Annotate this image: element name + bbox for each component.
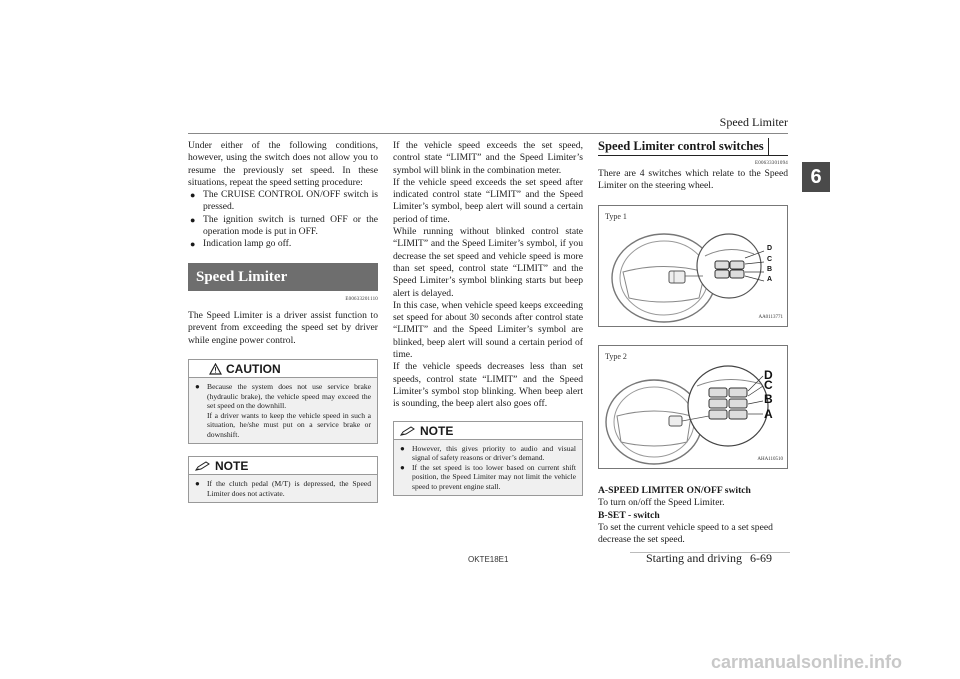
callout-letter-d: D <box>767 245 773 252</box>
switch-a-title: A-SPEED LIMITER ON/OFF switch <box>598 485 751 496</box>
bullet-item: ● The ignition switch is turned OFF or the operation mode is put in OFF. <box>190 213 378 238</box>
caution-text-2: If a driver wants to keep the vehicle speed in such a situation, he/she must put on a service brake or downshift. <box>207 410 371 439</box>
caution-text: Because the system does not use service brake (hydraulic brake), the vehicle speed may exceed the set speed on the downhill. <box>207 382 371 411</box>
callout-letter-a: A <box>767 276 773 283</box>
section-paragraph: The Speed Limiter is a driver assist function to prevent from exceeding the speed set by driver while engine power control. <box>188 309 378 346</box>
callout-letter-c: C <box>767 256 773 263</box>
steering-switch-figure-type-1 <box>598 205 788 327</box>
bullet-icon: ● <box>400 462 405 472</box>
steering-wheel-icon <box>599 346 787 468</box>
note-title: NOTE <box>420 423 454 438</box>
document-code: OKTE18E1 <box>468 555 509 564</box>
callout-letter-d: D <box>764 368 773 382</box>
note-text: If the clutch pedal (M/T) is depressed, the Speed Limiter does not activate. <box>207 479 371 498</box>
note-text: If the set speed is too lower based on current shift position, the Speed Limiter may not limit the vehicle speed to prevent engine stall. <box>412 462 576 491</box>
warning-icon <box>209 363 222 375</box>
note-header <box>189 457 377 475</box>
bullet-icon: ● <box>400 443 405 453</box>
bullet-icon: ● <box>195 382 200 392</box>
bullet-icon: ● <box>195 479 200 489</box>
column-1 <box>188 140 378 503</box>
note-box <box>188 456 378 503</box>
note-box <box>393 421 583 497</box>
figure-code: AA0113771 <box>758 315 783 320</box>
section-title-speed-limiter: Speed Limiter <box>188 263 378 291</box>
page-header-title: Speed Limiter <box>719 115 788 129</box>
note-body <box>394 440 582 496</box>
note-title: NOTE <box>215 459 249 474</box>
steering-switch-figure-type-2 <box>598 345 788 469</box>
footer-chapter: Starting and driving <box>646 551 742 565</box>
paragraph: If the vehicle speed exceeds the set speed, control state “LIMIT” and the Speed Limiter’s symbol will blink in the combination meter. <box>393 140 583 176</box>
note-text: However, this gives priority to audio and visual signal of safety reasons or driver’s demand. <box>412 443 576 463</box>
figure-code: AHA110510 <box>757 457 783 462</box>
watermark: carmanualsonline.info <box>710 652 902 672</box>
bullet-icon: ● <box>190 214 196 225</box>
callout-letter-b: B <box>767 266 773 273</box>
switch-a-text: To turn on/off the Speed Limiter. <box>598 497 725 509</box>
steering-wheel-icon <box>599 206 787 326</box>
figure-label: Type 2 <box>605 352 627 361</box>
bullet-item: ● The CRUISE CONTROL ON/OFF switch is pressed. <box>190 189 378 213</box>
paragraph: If the vehicle speeds decreases less than set speeds, control state “LIMIT” and the Speed Limiter’s symbol stop blinking. When beep alert is sounding, the beep alert also goes off. <box>393 361 583 410</box>
paragraph: While running without blinked control state “LIMIT” and the Speed Limiter’s symbol, if you decrease the set speed and vehicle speed is more than set speed, control state “LIMIT” and the Speed Limiter’s symbol blinking starts but beep alert is delayed. <box>393 226 583 299</box>
bullet-item: ● Indication lamp go off. <box>190 238 292 250</box>
callout-letter-c: C <box>764 378 773 392</box>
page-number: 6-69 <box>750 551 772 565</box>
section-code: E00633301094 <box>755 161 788 166</box>
switch-b-title: B-SET - switch <box>598 509 660 521</box>
section-title-control-switches: Speed Limiter control switches <box>598 137 788 156</box>
intro-paragraph: Under either of the following conditions, however, using the switch does not allow you to resume the previously set speed. In these situations, repeat the speed setting procedure: <box>188 140 378 188</box>
section-code: E00633201110 <box>345 296 378 302</box>
caution-header <box>189 360 377 378</box>
callout-letter-a: A <box>764 407 773 421</box>
column-2 <box>393 140 583 496</box>
switch-b-text: To set the current vehicle speed to a set speed decrease the set speed. <box>598 521 773 546</box>
note-header <box>394 422 582 440</box>
paragraph: In this case, when vehicle speed keeps exceeding set speed for about 30 seconds after control state “LIMIT” and the Speed Limiter’s symbol are blinked, beep alert will sound a certain period of time. <box>393 299 583 361</box>
caution-box <box>188 359 378 444</box>
note-body <box>189 475 377 502</box>
header-rule <box>188 133 788 134</box>
paragraph: If the vehicle speed exceeds the set speed after indicated control state “LIMIT” and the Speed Limiter’s symbol, beep alert will sound a certain period of time. <box>393 176 583 225</box>
pencil-icon <box>195 461 211 471</box>
switch-descriptions <box>598 485 788 546</box>
pencil-icon <box>400 426 416 436</box>
bullet-icon: ● <box>190 190 196 201</box>
caution-body <box>189 378 377 443</box>
intro-paragraph: There are 4 switches which relate to the Speed Limiter on the steering wheel. <box>598 168 788 192</box>
caution-title: CAUTION <box>226 361 281 376</box>
bullet-icon: ● <box>190 239 196 250</box>
chapter-tab: 6 <box>802 162 830 192</box>
figure-label: Type 1 <box>605 212 627 221</box>
callout-letter-b: B <box>764 392 773 406</box>
